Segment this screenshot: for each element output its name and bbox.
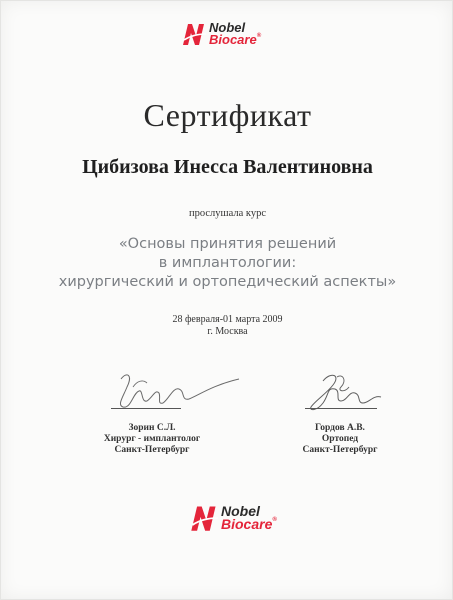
signature-right-role: Ортопед: [321, 434, 359, 444]
signature-left-role: Хирург - имплантолог: [103, 434, 201, 444]
logo-word-nobel: Nobel: [209, 20, 246, 36]
signature-left-city: Санкт-Петербург: [114, 445, 190, 455]
nobel-biocare-logo-bottom: [189, 503, 277, 533]
signature-line-left: [111, 408, 181, 409]
signature-line-right: [305, 408, 377, 409]
course-line-2: в имплантологии:: [158, 255, 297, 271]
listened-course-text: прослушала курс: [188, 208, 266, 219]
logo-word-biocare-bottom: [221, 518, 277, 531]
signature-right-name: Гордов А.В.: [315, 423, 365, 433]
logo-wordmark: [209, 22, 261, 45]
signature-left: [77, 423, 227, 456]
logo-word-biocare-text: Biocare: [209, 32, 257, 47]
nobel-biocare-logo-top: [181, 21, 261, 47]
course-city: г. Москва: [207, 326, 248, 337]
logo-word-biocare: [209, 34, 261, 46]
nobel-biocare-mark-icon: [181, 21, 207, 47]
logo-trademark: ®: [256, 33, 262, 39]
nobel-biocare-mark-icon: [189, 503, 219, 533]
signature-right-city: Санкт-Петербург: [302, 445, 378, 455]
course-date: 28 февраля-01 марта 2009: [172, 314, 283, 325]
logo-word-nobel-bottom: Nobel: [221, 503, 260, 520]
logo-word-biocare-bottom-text: Biocare: [221, 516, 273, 532]
course-title: [1, 235, 453, 292]
signature-left-scribble: [103, 367, 243, 417]
signature-left-name: Зорин С.Л.: [128, 423, 176, 433]
recipient-name: Цибизова Инесса Валентиновна: [82, 156, 373, 178]
signature-right: [265, 423, 415, 456]
certificate-title: Сертификат: [143, 97, 312, 133]
signature-right-scribble: [301, 367, 391, 417]
course-line-1: «Основы принятия решений: [118, 236, 337, 252]
course-line-3: хирургический и ортопедический аспекты»: [58, 274, 397, 290]
logo-wordmark-bottom: [221, 505, 277, 530]
logo-trademark-bottom: ®: [272, 517, 277, 523]
